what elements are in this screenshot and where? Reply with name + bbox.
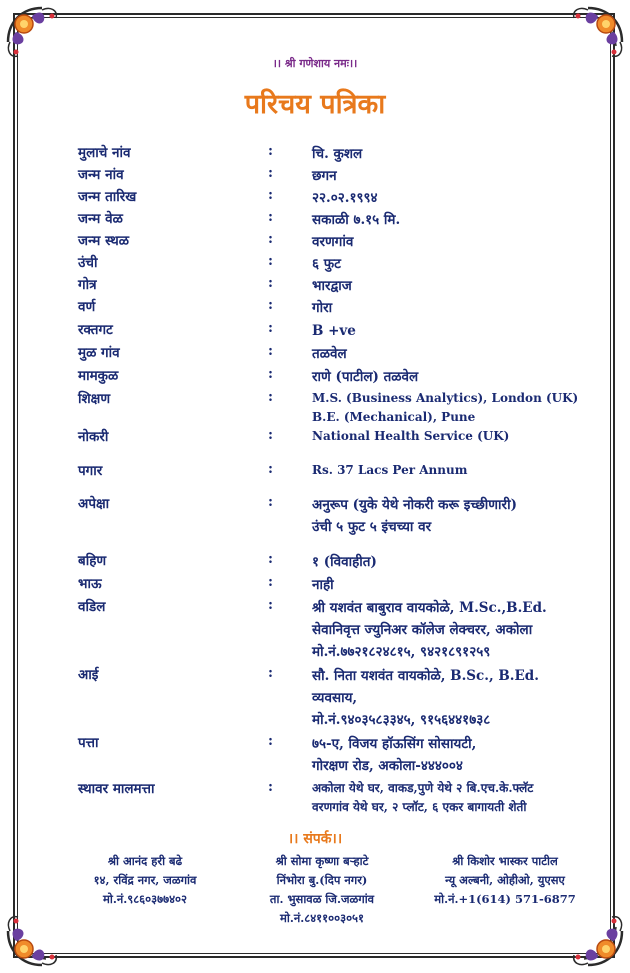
detail-colon: :: [268, 551, 273, 567]
detail-colon: :: [268, 779, 273, 795]
detail-colon: :: [268, 209, 273, 225]
detail-colon: :: [268, 574, 273, 590]
detail-colon: :: [268, 343, 273, 359]
contact-line: श्री सोमा कृष्णा बऱ्हाटे: [275, 854, 369, 868]
detail-value: छगन: [312, 168, 337, 184]
detail-value: १ (विवाहीत): [312, 554, 377, 570]
detail-colon: :: [268, 143, 273, 159]
detail-colon: :: [268, 253, 273, 269]
contact-line: ता. भुसावळ जि.जळगांव: [269, 892, 375, 906]
contact-line: निंभोरा बु.(दिप नगर): [276, 873, 368, 887]
detail-colon: :: [268, 320, 273, 336]
detail-colon: :: [268, 665, 273, 681]
detail-colon: :: [268, 297, 273, 313]
floral-corner-ornament-icon: [2, 907, 66, 971]
detail-value: नाही: [312, 577, 334, 593]
invocation-text: ।। श्री गणेशाय नमः।।: [272, 57, 358, 70]
detail-value: गोरा: [312, 300, 333, 316]
detail-colon: :: [268, 165, 273, 181]
detail-colon: :: [268, 597, 273, 613]
detail-value: ६ फुट: [312, 256, 341, 272]
contact-line: १४, रविंद्र नगर, जळगांव: [93, 873, 197, 887]
detail-colon: :: [268, 733, 273, 749]
detail-value: अकोला येथे घर, वाकड,पुणे येथे २ बि.एच.के.फ्लॅट वरणगांव येथे घर, २ प्लॉट, ६ एकर बागायती शेती: [312, 781, 534, 814]
contact-block: [232, 852, 412, 928]
detail-label: मुलाचे नांव: [78, 145, 131, 161]
detail-colon: :: [268, 231, 273, 247]
detail-value: श्री यशवंत बाबुराव वायकोळे, M.Sc.,B.Ed. सेवानिवृत्त ज्युनिअर कॉलेज लेक्चरर, अकोला मो.नं.७७२१८२४८१५, ९४२१८९१२५९: [312, 600, 547, 660]
detail-colon: :: [268, 461, 273, 477]
detail-value: सकाळी ७.१५ मि.: [312, 212, 401, 228]
detail-value: ७५-ए, विजय हॉऊसिंग सोसायटी, गोरक्षण रोड, अकोला-४४४००४: [312, 736, 477, 774]
detail-label: वर्ण: [78, 299, 96, 315]
detail-label: गोत्र: [78, 277, 97, 293]
detail-value: B +ve: [312, 323, 356, 339]
detail-label: अपेक्षा: [78, 496, 110, 512]
contact-block: [410, 852, 600, 909]
contact-line: श्री आनंद हरी बढे: [107, 854, 183, 868]
detail-label: शिक्षण: [78, 391, 111, 407]
detail-colon: :: [268, 275, 273, 291]
detail-value: तळवेल: [312, 346, 347, 362]
contact-block: [60, 852, 230, 909]
contact-line: मो.नं.८४११००३०५१: [279, 911, 365, 925]
detail-label: नोकरी: [78, 429, 109, 445]
detail-value: राणे (पाटील) तळवेल: [312, 369, 419, 385]
detail-label: वडिल: [78, 599, 106, 615]
detail-label: मुळ गांव: [78, 345, 120, 361]
detail-colon: :: [268, 366, 273, 382]
contact-heading: ।। संपर्क।।: [287, 831, 343, 847]
contact-line: श्री किशोर भास्कर पाटील: [452, 854, 558, 868]
detail-label: पत्ता: [78, 735, 99, 751]
detail-label: जन्म नांव: [78, 167, 124, 183]
detail-label: आई: [78, 667, 99, 683]
page-title: परिचय पत्रिका: [244, 89, 386, 120]
detail-label: स्थावर मालमत्ता: [78, 781, 155, 797]
detail-label: जन्म स्थळ: [78, 233, 129, 249]
detail-value: भारद्वाज: [312, 278, 352, 294]
detail-colon: :: [268, 187, 273, 203]
detail-colon: :: [268, 427, 273, 443]
contact-line: न्यू अल्बनी, ओहीओ, युएसए: [445, 873, 565, 887]
floral-corner-ornament-icon: [564, 907, 628, 971]
detail-label: उंची: [78, 255, 98, 271]
detail-label: पगार: [78, 463, 103, 479]
detail-label: बहिण: [78, 553, 107, 569]
detail-value: Rs. 37 Lacs Per Annum: [312, 463, 468, 477]
detail-value: अनुरूप (युके येथे नोकरी करू इच्छीणारी) उंची ५ फुट ५ इंचच्या वर: [312, 497, 517, 535]
detail-colon: :: [268, 389, 273, 405]
detail-value: चि. कुशल: [312, 146, 363, 162]
detail-label: जन्म तारिख: [78, 189, 137, 205]
detail-label: मामकुळ: [78, 368, 119, 384]
contact-line: मो.नं.९८६०३७७४०२: [102, 892, 188, 906]
detail-label: जन्म वेळ: [78, 211, 123, 227]
detail-value: वरणगांव: [312, 234, 354, 250]
detail-value: National Health Service (UK): [312, 429, 510, 443]
detail-colon: :: [268, 494, 273, 510]
detail-value: २२.०२.१९९४: [312, 190, 378, 206]
contact-line: मो.नं.+1(614) 571-6877: [434, 892, 576, 906]
detail-value: M.S. (Business Analytics), London (UK) B.E. (Mechanical), Pune: [312, 391, 579, 424]
detail-label: रक्तगट: [78, 322, 113, 338]
detail-label: भाऊ: [78, 576, 102, 592]
detail-value: सौ. निता यशवंत वायकोळे, B.Sc., B.Ed. व्यवसाय, मो.नं.९४०३५८३३४५, ९१५६४४१७३८: [312, 668, 539, 728]
